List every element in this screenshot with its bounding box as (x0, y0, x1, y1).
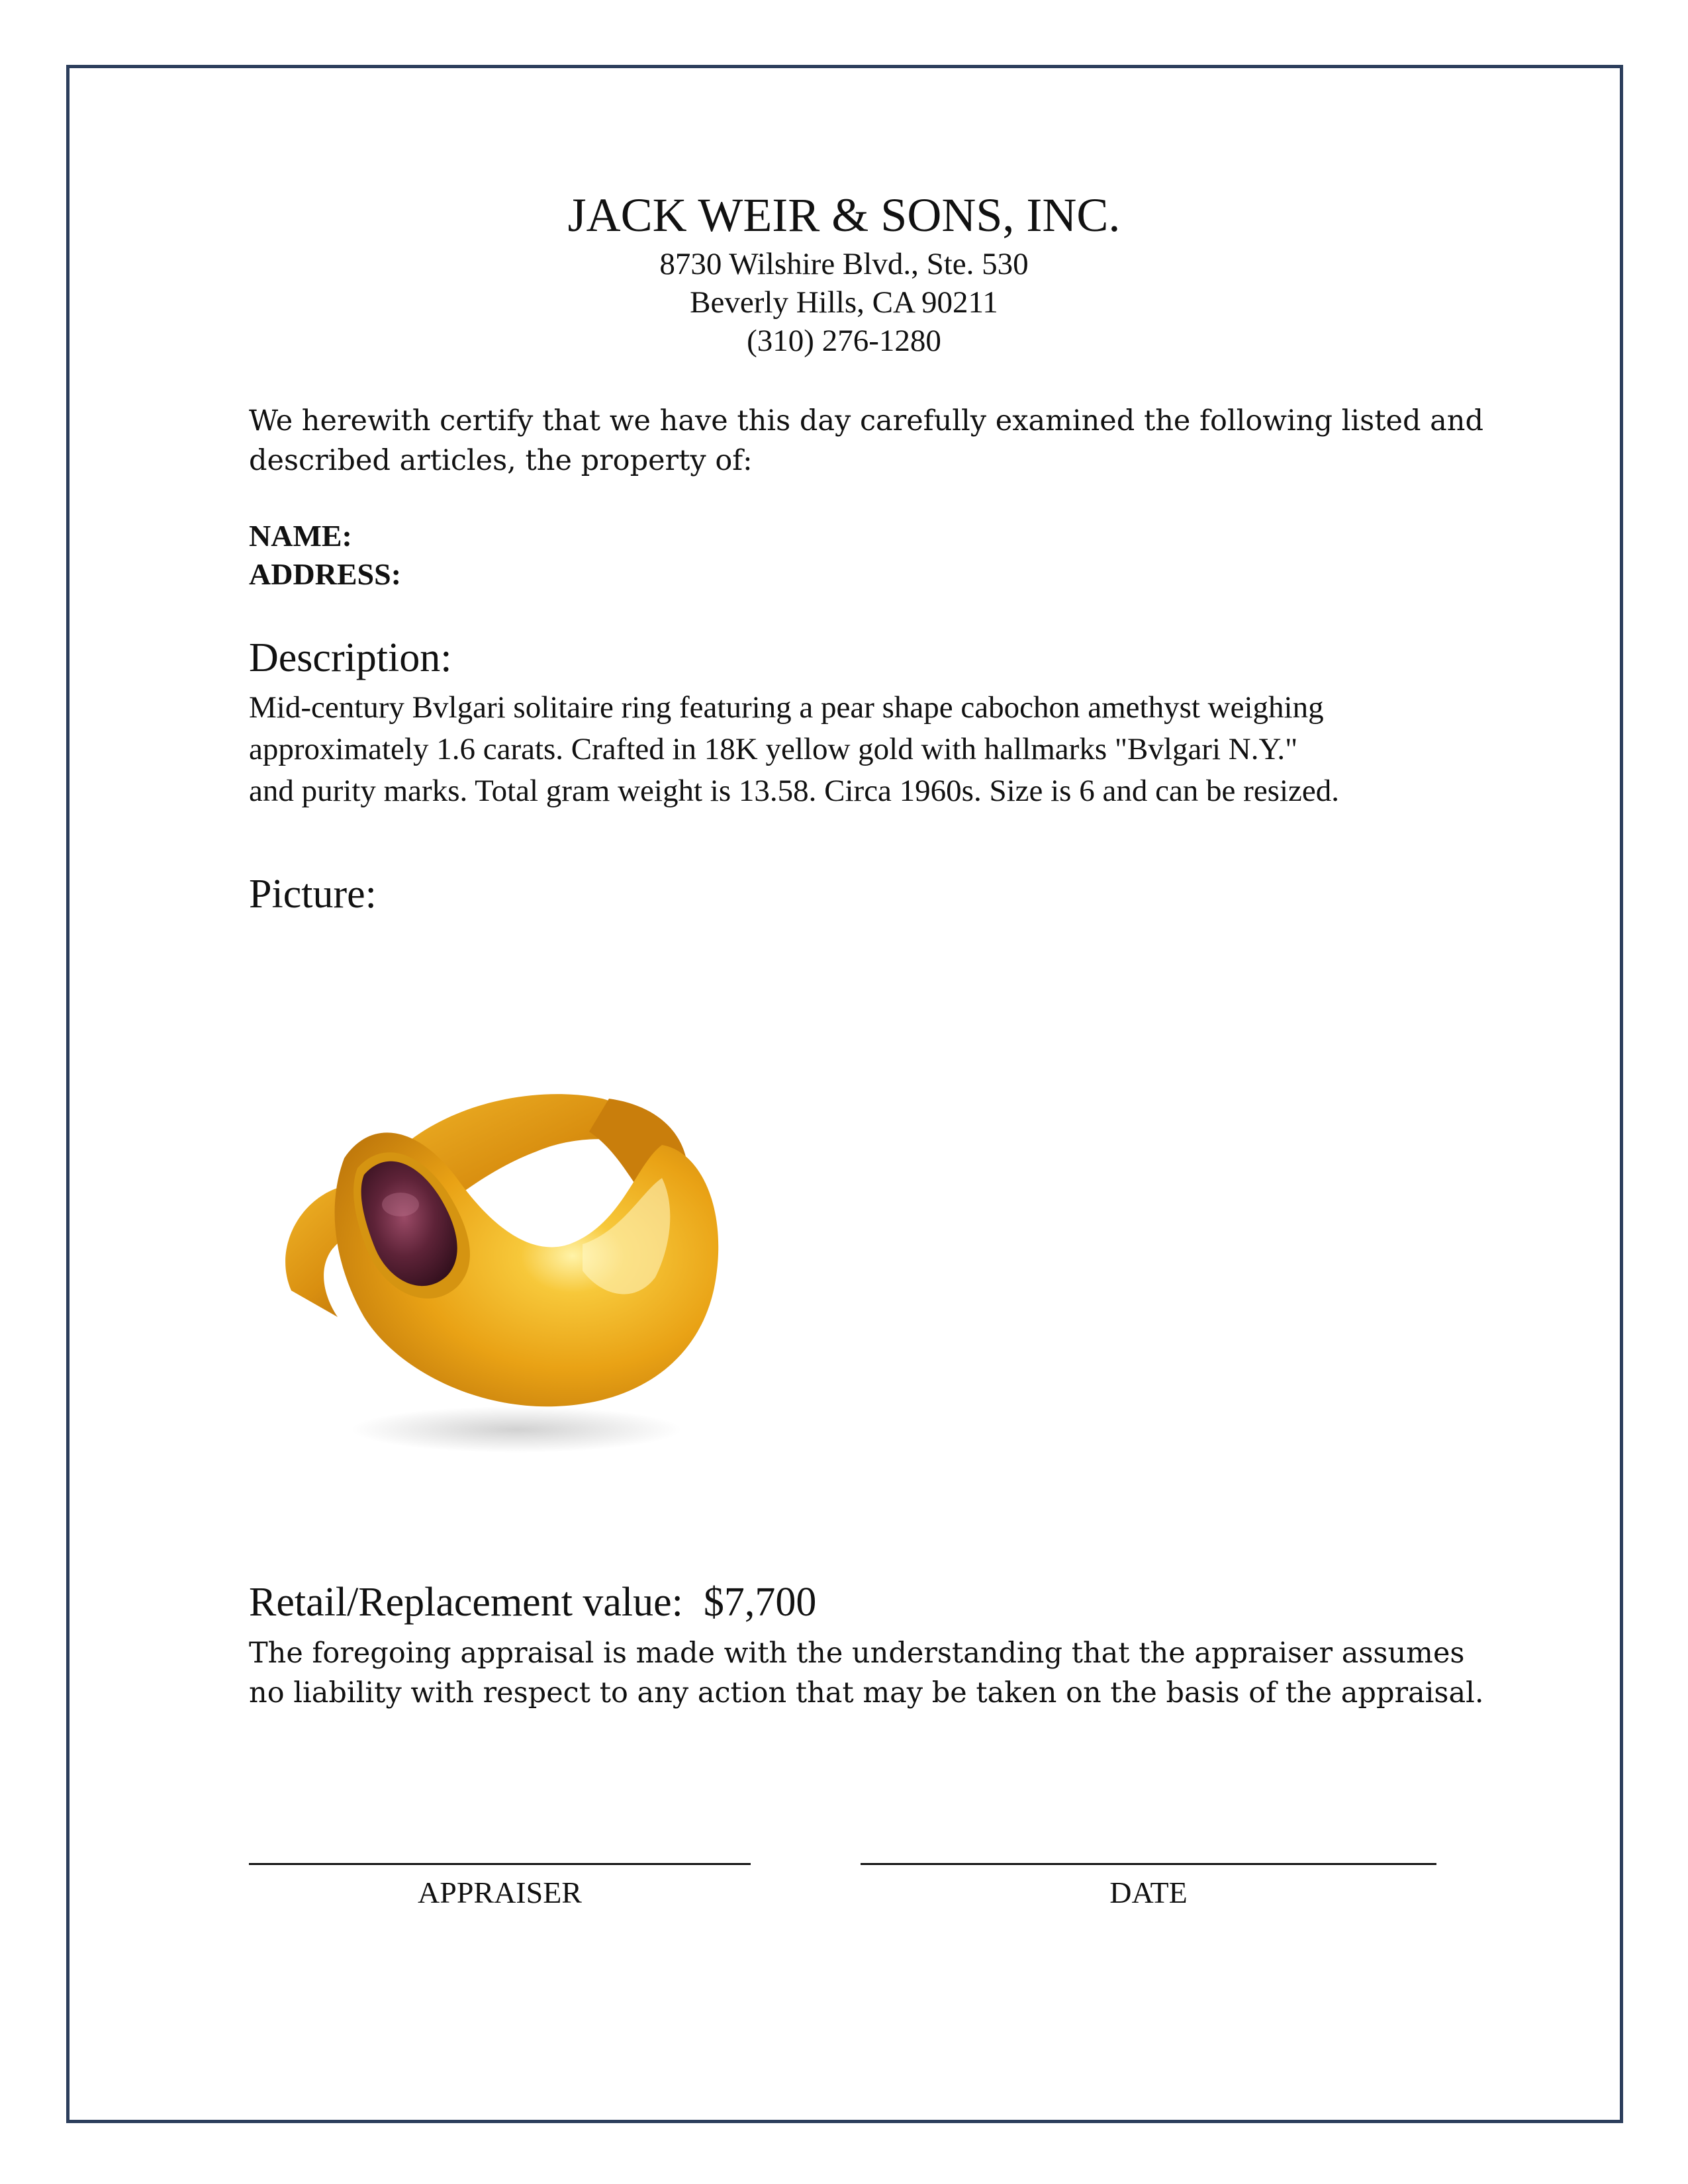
valuation (249, 1578, 1507, 1626)
owner-name-label: NAME: (249, 519, 352, 553)
description-line: approximately 1.6 carats. Crafted in 18K yellow gold with hallmarks "Bvlgari N.Y." (249, 732, 1298, 766)
company-name: JACK WEIR & SONS, INC. (567, 189, 1121, 242)
date-signature-line (861, 1863, 1436, 1865)
date-caption: DATE (1109, 1876, 1188, 1909)
appraiser-signature-line (249, 1863, 751, 1865)
company-address-line1: 8730 Wilshire Blvd., Ste. 530 (659, 247, 1029, 281)
company-address-line2: Beverly Hills, CA 90211 (690, 285, 998, 320)
description-line: and purity marks. Total gram weight is 13.58. Circa 1960s. Size is 6 and can be resized. (249, 774, 1339, 808)
disclaimer-line: The foregoing appraisal is made with the understanding that the appraiser assumes (249, 1637, 1465, 1670)
certification-statement: We herewith certify that we have this day carefully examined the following listed and described articles, the property of: (249, 404, 1484, 477)
owner-address-label: ADDRESS: (249, 557, 402, 591)
disclaimer-text (249, 1633, 1540, 1713)
description-text (249, 687, 1440, 812)
company-phone: (310) 276-1280 (747, 324, 941, 358)
picture-heading: Picture: (249, 872, 377, 917)
valuation-label: Retail/Replacement value: (249, 1580, 683, 1625)
valuation-amount: $7,700 (703, 1580, 817, 1625)
ring-photo (265, 1072, 768, 1469)
appraiser-caption: APPRAISER (418, 1876, 582, 1909)
disclaimer-line: no liability with respect to any action that may be taken on the basis of the appraisal. (249, 1676, 1484, 1709)
description-heading: Description: (249, 635, 452, 680)
description-line: Mid-century Bvlgari solitaire ring featuring a pear shape cabochon amethyst weighing (249, 690, 1324, 725)
